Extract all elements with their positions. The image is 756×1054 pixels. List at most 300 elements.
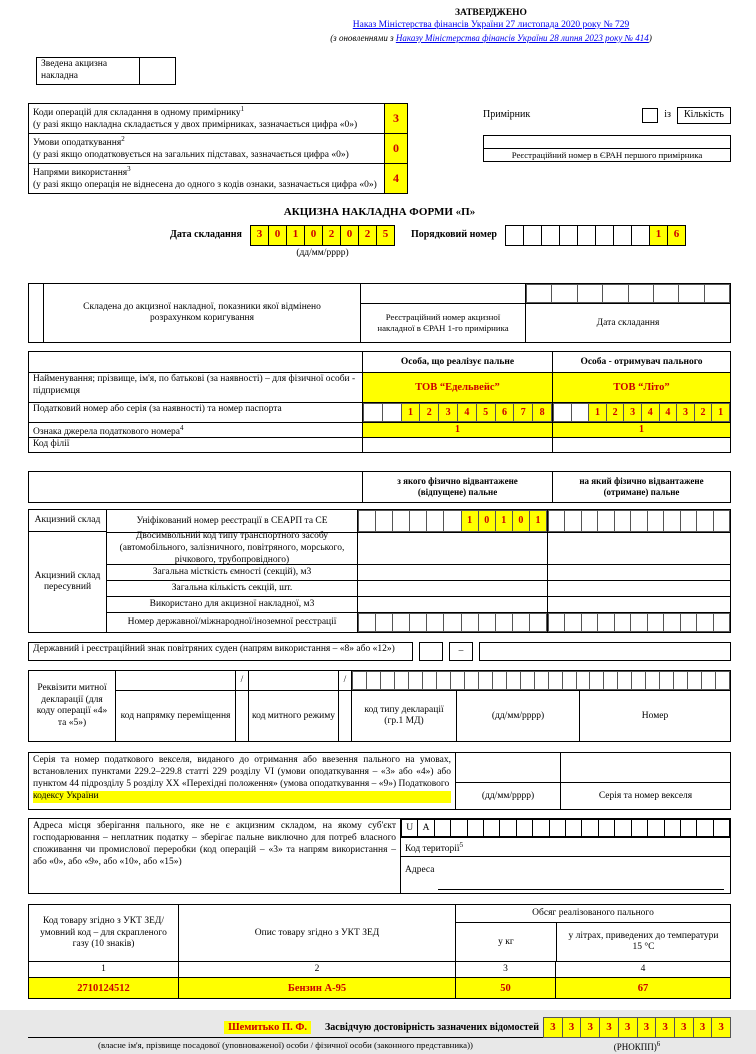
correction-table xyxy=(28,283,731,343)
rnokpp-label-text: (РНОКПП) xyxy=(613,1042,657,1053)
empty-cell[interactable] xyxy=(478,613,496,632)
empty-cell[interactable] xyxy=(647,510,664,532)
empty-cell[interactable] xyxy=(565,819,582,837)
code-operations-value[interactable]: 3 xyxy=(384,104,407,133)
used-label: Використано для акцизної накладної, м3 xyxy=(149,599,315,609)
empty-cell[interactable] xyxy=(680,510,697,532)
tax-bill-text-highlight: кодексу України xyxy=(33,791,451,803)
consolidated-invoice-field[interactable] xyxy=(139,58,175,84)
tax-bill-series-field[interactable] xyxy=(561,753,730,783)
empty-cell[interactable] xyxy=(548,510,565,532)
empty-cell[interactable] xyxy=(713,613,730,632)
footnote-5: 5 xyxy=(459,841,464,850)
certify-statement: Засвідчую достовірність зазначених відомостей xyxy=(325,1021,539,1033)
digit-cell[interactable]: 0 xyxy=(340,225,359,246)
eran-reg-number-label: Реєстраційний номер в ЄРАН першого примірника xyxy=(511,149,703,160)
customs-type-label: код типу декларації (гр.1 МД) xyxy=(352,691,457,741)
digit-cell[interactable]: 1 xyxy=(649,225,668,246)
empty-cell[interactable] xyxy=(375,613,393,632)
warehouse-header-empty xyxy=(29,472,362,502)
empty-cell[interactable] xyxy=(603,671,618,690)
code-usage-text: Напрями використання xyxy=(33,168,128,179)
empty-cell[interactable] xyxy=(426,510,444,532)
persons-tax-row xyxy=(29,402,730,422)
consolidated-invoice-box xyxy=(36,57,176,85)
code-usage-note: (у разі якщо операція не віднесена до одного з кодів ознаки, зазначається цифра «0») xyxy=(33,179,377,190)
digit-cell[interactable]: 3 xyxy=(599,1017,619,1038)
digit-cell[interactable]: 1 xyxy=(495,510,513,532)
empty-cell[interactable] xyxy=(647,819,664,837)
empty-cell[interactable] xyxy=(363,403,383,422)
column-number-4: 4 xyxy=(555,962,730,977)
empty-cell[interactable] xyxy=(434,819,451,837)
empty-cell[interactable] xyxy=(614,510,631,532)
vehicle-type-label: Двосимвольний код типу транспортного засобу (автомобільного, залізничного, повітряного, морського, річкового, трубопровідного) xyxy=(119,531,345,565)
digit-cell[interactable]: 5 xyxy=(376,225,395,246)
customs-date-label: (дд/мм/рррр) xyxy=(457,691,580,741)
branch-row-label: Код філії xyxy=(33,439,70,450)
seller-name-field[interactable]: ТОВ “Едельвейс” xyxy=(362,373,552,402)
code-taxation-text: Умови оподаткування xyxy=(33,138,122,149)
name-row-label: Найменування; прізвище, ім'я, по батькові (за наявності) – для фізичної особи - підприємця xyxy=(33,374,356,397)
digit-cell[interactable]: 3 xyxy=(676,403,695,422)
empty-cell[interactable] xyxy=(450,671,465,690)
empty-cell[interactable] xyxy=(564,510,581,532)
order-2020-link[interactable]: Наказ Міністерства фінансів України 27 листопада 2020 року № 729 xyxy=(352,19,630,30)
empty-cell[interactable] xyxy=(436,671,451,690)
empty-cell[interactable] xyxy=(595,225,614,246)
rnokpp-cells xyxy=(543,1017,731,1038)
tax-bill-series-column xyxy=(561,753,730,809)
empty-cell[interactable] xyxy=(478,671,493,690)
digit-cell[interactable]: 0 xyxy=(478,510,496,532)
seller-tax-cells-wrap xyxy=(362,403,552,422)
digit-cell[interactable]: 0 xyxy=(268,225,287,246)
digit-cell[interactable]: 3 xyxy=(623,403,642,422)
product-volume-header-group xyxy=(455,905,730,961)
digit-cell[interactable]: 3 xyxy=(562,1017,582,1038)
seller-header: Особа, що реалізує пальне xyxy=(362,352,552,372)
correction-date-label: Дата складання xyxy=(596,317,660,328)
product-table xyxy=(28,904,731,999)
empty-cell[interactable] xyxy=(571,403,590,422)
customs-number-label: Номер xyxy=(641,710,669,721)
digit-cell[interactable]: 3 xyxy=(693,1017,713,1038)
tax-bill-text xyxy=(29,753,456,809)
empty-cell[interactable] xyxy=(659,671,674,690)
digit-cell[interactable]: 3 xyxy=(250,225,269,246)
empty-cell[interactable] xyxy=(630,510,647,532)
empty-cell[interactable] xyxy=(577,225,596,246)
customs-slash-col-2 xyxy=(339,691,352,741)
empty-cell[interactable] xyxy=(559,225,578,246)
empty-cell[interactable] xyxy=(647,613,664,632)
codes-row xyxy=(28,103,731,194)
empty-cell[interactable] xyxy=(464,671,479,690)
code-operations-label xyxy=(29,104,384,133)
digit-cell[interactable]: U xyxy=(401,819,418,837)
date-format-hint: (дд/мм/рррр) xyxy=(296,247,349,258)
address-label: Адреса xyxy=(405,865,435,876)
empty-cell[interactable] xyxy=(631,819,648,837)
digit-cell[interactable]: 2 xyxy=(606,403,625,422)
empty-cell[interactable] xyxy=(529,613,547,632)
empty-cell[interactable] xyxy=(564,613,581,632)
aircraft-code-field[interactable] xyxy=(419,642,443,661)
tax-bill-section xyxy=(28,752,731,810)
storage-address-right xyxy=(401,819,730,893)
empty-cell[interactable] xyxy=(680,613,697,632)
signature-row xyxy=(28,1017,731,1038)
empty-cell[interactable] xyxy=(467,819,484,837)
empty-cell[interactable] xyxy=(581,613,598,632)
registration-to-cells xyxy=(548,613,730,632)
column-number-2: 2 xyxy=(178,962,455,977)
digit-cell[interactable]: 5 xyxy=(476,403,496,422)
capacity-row xyxy=(107,564,730,580)
product-code-value[interactable]: 2710124512 xyxy=(29,978,178,998)
product-description-header: Опис товару згідно з УКТ ЗЕД xyxy=(178,905,455,961)
date-label: Дата складання xyxy=(170,228,242,240)
empty-cell[interactable] xyxy=(628,284,654,303)
empty-cell[interactable] xyxy=(392,613,410,632)
customs-move-label: код напрямку переміщення xyxy=(116,691,236,741)
empty-cell[interactable] xyxy=(523,225,542,246)
empty-cell[interactable] xyxy=(630,613,647,632)
approved-order-line xyxy=(251,20,731,32)
product-kg-value[interactable]: 50 xyxy=(455,978,555,998)
empty-cell[interactable] xyxy=(520,671,535,690)
empty-cell[interactable] xyxy=(358,613,376,632)
customs-main xyxy=(116,671,730,741)
digit-cell[interactable]: 4 xyxy=(641,403,660,422)
aircraft-number-field[interactable] xyxy=(479,642,731,661)
correction-reg-label: Реєстраційний номер акцизної накладної в ЄРАН 1-го примірника xyxy=(361,304,526,342)
empty-cell[interactable] xyxy=(516,819,533,837)
digit-cell[interactable]: 1 xyxy=(711,403,730,422)
digit-cell[interactable]: 4 xyxy=(457,403,477,422)
digit-cell[interactable]: 3 xyxy=(580,1017,600,1038)
customs-regime-field[interactable] xyxy=(249,671,339,690)
signatory-name-note: (власне ім'я, прізвище посадової (уповноваженої) особи / фізичної особи (законного представника)) xyxy=(98,1040,473,1051)
digit-cell[interactable]: 8 xyxy=(532,403,552,422)
empty-cell[interactable] xyxy=(631,225,650,246)
code-row-operations xyxy=(29,104,407,133)
used-to-field[interactable] xyxy=(547,597,730,612)
footnote-2: 2 xyxy=(121,135,125,143)
persons-header-empty xyxy=(29,352,362,372)
consolidated-invoice-label: Зведена акцизна накладна xyxy=(41,59,108,81)
receiver-header: Особа - отримувач пального xyxy=(552,352,730,372)
empty-cell[interactable] xyxy=(562,671,577,690)
searp-row xyxy=(107,510,730,532)
warehouse-to-header: на який фізично відвантажене (отримане) пальне xyxy=(552,472,730,502)
empty-cell[interactable] xyxy=(534,671,549,690)
digit-cell[interactable]: 2 xyxy=(694,403,713,422)
empty-cell[interactable] xyxy=(597,510,614,532)
digit-cell[interactable]: 6 xyxy=(667,225,686,246)
capacity-from-field[interactable] xyxy=(357,565,547,580)
registration-number-label: Номер державної/міжнародної/іноземної реєстрації xyxy=(127,617,337,627)
receiver-name-field[interactable]: ТОВ “Літо” xyxy=(552,373,730,402)
empty-cell[interactable] xyxy=(663,510,680,532)
digit-cell[interactable]: 3 xyxy=(637,1017,657,1038)
empty-cell[interactable] xyxy=(653,284,679,303)
digit-cell[interactable]: 1 xyxy=(529,510,547,532)
searp-to-cells xyxy=(548,510,730,532)
capacity-to-field[interactable] xyxy=(547,565,730,580)
correction-input-row xyxy=(361,284,730,304)
empty-cell[interactable] xyxy=(548,613,565,632)
correction-reg-field[interactable] xyxy=(361,284,526,303)
territory-code-label xyxy=(401,838,730,857)
copy-of-label: із xyxy=(664,109,671,120)
persons-name-row xyxy=(29,372,730,402)
empty-cell[interactable] xyxy=(394,671,409,690)
receiver-source-field[interactable]: 1 xyxy=(552,423,730,437)
empty-cell[interactable] xyxy=(664,819,681,837)
empty-cell[interactable] xyxy=(581,819,598,837)
empty-cell[interactable] xyxy=(532,819,549,837)
empty-cell[interactable] xyxy=(614,819,631,837)
approved-amendment-line xyxy=(251,33,731,44)
code-taxation-label xyxy=(29,134,384,163)
empty-cell[interactable] xyxy=(505,225,524,246)
digit-cell[interactable]: 3 xyxy=(438,403,458,422)
digit-cell[interactable]: 3 xyxy=(711,1017,731,1038)
empty-cell[interactable] xyxy=(548,671,563,690)
excise-warehouse-label: Акцизний склад xyxy=(29,510,106,532)
empty-cell[interactable] xyxy=(408,671,423,690)
empty-cell[interactable] xyxy=(645,671,660,690)
address-input-line[interactable] xyxy=(438,865,724,890)
digit-cell[interactable]: 2 xyxy=(419,403,439,422)
sections-from-field[interactable] xyxy=(357,581,547,596)
customs-declaration-table xyxy=(28,670,731,742)
empty-cell[interactable] xyxy=(382,403,402,422)
empty-cell[interactable] xyxy=(576,671,591,690)
digit-cell[interactable]: 7 xyxy=(513,403,533,422)
eran-reg-number-box xyxy=(483,135,731,163)
receiver-branch-field[interactable] xyxy=(552,438,730,452)
footnote-3: 3 xyxy=(127,164,131,173)
sections-label: Загальна кількість секцій, шт. xyxy=(171,583,293,593)
searp-from-cells xyxy=(358,510,547,532)
product-volume-subheaders xyxy=(456,923,730,961)
capacity-label: Загальна місткість ємності (секцій), м3 xyxy=(152,567,312,577)
customs-slash-1: / xyxy=(236,671,249,690)
empty-cell[interactable] xyxy=(713,819,730,837)
code-usage-label xyxy=(29,164,384,193)
empty-cell[interactable] xyxy=(715,671,730,690)
tax-bill-date-column xyxy=(456,753,561,809)
empty-cell[interactable] xyxy=(701,671,716,690)
empty-cell[interactable] xyxy=(553,403,572,422)
empty-cell[interactable] xyxy=(526,284,552,303)
empty-cell[interactable] xyxy=(704,284,730,303)
product-liters-value[interactable]: 67 xyxy=(555,978,730,998)
tax-bill-date-field[interactable] xyxy=(456,753,560,783)
warehouse-rows xyxy=(107,510,730,632)
product-volume-header: Обсяг реалізованого пального xyxy=(456,905,730,923)
empty-cell[interactable] xyxy=(696,613,713,632)
used-from-field[interactable] xyxy=(357,597,547,612)
product-code-header: Код товару згідно з УКТ ЗЕД/ умовний код – для скрапленого газу (10 знаків) xyxy=(40,915,167,950)
persons-source-row xyxy=(29,422,730,437)
signature-line-area xyxy=(28,1021,543,1038)
digit-cell[interactable]: 3 xyxy=(655,1017,675,1038)
date-serial-row xyxy=(170,225,731,260)
digit-cell[interactable]: 1 xyxy=(588,403,607,422)
date-cells xyxy=(250,225,395,246)
product-description-value[interactable]: Бензин А-95 xyxy=(178,978,455,998)
empty-cell[interactable] xyxy=(589,671,604,690)
customs-input-row xyxy=(116,671,730,691)
copy-quantity-box[interactable]: Кількість xyxy=(677,107,731,124)
empty-cell[interactable] xyxy=(499,819,516,837)
empty-cell[interactable] xyxy=(696,510,713,532)
code-row-usage xyxy=(29,163,407,193)
digit-cell[interactable]: 2 xyxy=(322,225,341,246)
empty-cell[interactable] xyxy=(541,225,560,246)
empty-cell[interactable] xyxy=(495,613,513,632)
registration-number-row xyxy=(107,612,730,632)
digit-cell[interactable]: 3 xyxy=(674,1017,694,1038)
copy-number-field[interactable] xyxy=(642,108,658,123)
digit-cell[interactable]: 0 xyxy=(512,510,530,532)
empty-cell[interactable] xyxy=(549,819,566,837)
empty-cell[interactable] xyxy=(577,284,603,303)
empty-cell[interactable] xyxy=(492,671,507,690)
storage-address-section xyxy=(28,818,731,894)
empty-cell[interactable] xyxy=(409,510,427,532)
empty-cell[interactable] xyxy=(512,613,530,632)
copy-block xyxy=(483,103,731,194)
signature-section xyxy=(28,1017,731,1053)
empty-cell[interactable] xyxy=(461,613,479,632)
empty-cell[interactable] xyxy=(581,510,598,532)
empty-cell[interactable] xyxy=(392,510,410,532)
serial-field-group xyxy=(505,225,686,246)
digit-cell[interactable]: 3 xyxy=(618,1017,638,1038)
aircraft-label: Державний і реєстраційний знак повітряних суден (напрям використання – «8» або «12») xyxy=(28,642,413,661)
footnote-1: 1 xyxy=(240,105,245,113)
warehouse-table xyxy=(28,509,731,633)
empty-cell[interactable] xyxy=(450,819,467,837)
order-2023-link[interactable]: Наказу Міністерства фінансів України 28 липня 2023 року № 414 xyxy=(395,32,649,43)
empty-cell[interactable] xyxy=(443,613,461,632)
tax-bill-series-label: Серія та номер векселя xyxy=(598,790,693,801)
empty-cell[interactable] xyxy=(358,510,376,532)
empty-cell[interactable] xyxy=(713,510,730,532)
tax-bill-date-label: (дд/мм/рррр) xyxy=(481,790,535,801)
seller-source-field[interactable]: 1 xyxy=(362,423,552,437)
rnokpp-note xyxy=(543,1040,731,1053)
customs-slash-2: / xyxy=(339,671,352,690)
empty-cell[interactable] xyxy=(598,819,615,837)
empty-cell[interactable] xyxy=(375,510,393,532)
signatory-name[interactable]: Шемитько П. Ф. xyxy=(224,1021,311,1034)
empty-cell[interactable] xyxy=(422,671,437,690)
approved-title: ЗАТВЕРДЖЕНО xyxy=(455,8,527,18)
correction-checkbox[interactable] xyxy=(29,284,44,342)
empty-cell[interactable] xyxy=(673,671,688,690)
customs-move-field[interactable] xyxy=(116,671,236,690)
correction-label: Складена до акцизної накладної, показники якої відмінено розрахунком коригування xyxy=(44,284,361,342)
searp-label: Уніфікований номер реєстрації в СЕАРП та СЕ xyxy=(136,515,328,526)
empty-cell[interactable] xyxy=(678,284,704,303)
empty-cell[interactable] xyxy=(506,671,521,690)
digit-cell[interactable]: 0 xyxy=(304,225,323,246)
registration-from-cells xyxy=(358,613,547,632)
empty-cell[interactable] xyxy=(680,819,697,837)
digit-cell[interactable]: 3 xyxy=(543,1017,563,1038)
digit-cell[interactable]: 1 xyxy=(461,510,479,532)
empty-cell[interactable] xyxy=(613,225,632,246)
code-usage-value[interactable]: 4 xyxy=(384,164,407,193)
empty-cell[interactable] xyxy=(687,671,702,690)
empty-cell[interactable] xyxy=(352,671,367,690)
column-number-3: 3 xyxy=(455,962,555,977)
empty-cell[interactable] xyxy=(551,284,577,303)
empty-cell[interactable] xyxy=(614,613,631,632)
customs-label: Реквізити митної декларації (для коду операції «4» та «5») xyxy=(29,671,116,741)
empty-cell[interactable] xyxy=(631,671,646,690)
digit-cell[interactable]: A xyxy=(417,819,434,837)
empty-cell[interactable] xyxy=(409,613,427,632)
digit-cell[interactable]: 4 xyxy=(659,403,678,422)
aircraft-dash-cell[interactable]: – xyxy=(449,642,473,661)
amendment-suffix: ) xyxy=(648,32,652,43)
code-row-taxation xyxy=(29,133,407,163)
code-taxation-value[interactable]: 0 xyxy=(384,134,407,163)
vehicle-type-row xyxy=(107,532,730,564)
empty-cell[interactable] xyxy=(483,819,500,837)
address-line xyxy=(401,857,730,893)
code-operations-text: Коди операцій для складання в одному примірнику xyxy=(33,108,241,119)
column-number-1: 1 xyxy=(101,964,106,974)
digit-cell[interactable]: 1 xyxy=(286,225,305,246)
empty-cell[interactable] xyxy=(380,671,395,690)
mobile-warehouse-label: Акцизний склад пересувний xyxy=(34,570,101,593)
empty-cell[interactable] xyxy=(617,671,632,690)
vehicle-type-to-field[interactable] xyxy=(547,533,730,564)
copy-number-row xyxy=(483,107,731,124)
footnote-6: 6 xyxy=(656,1040,661,1049)
searp-from-wrap xyxy=(357,510,547,532)
empty-cell[interactable] xyxy=(426,613,444,632)
amendment-prefix: (з оновленнями з xyxy=(330,32,396,43)
empty-cell[interactable] xyxy=(597,613,614,632)
digit-cell[interactable]: 2 xyxy=(358,225,377,246)
territory-code-cells xyxy=(401,819,730,838)
storage-address-text: Адреса місця зберігання пального, яке не є акцизним складом, на якому суб'єкт господарювання – неплатник податку – зберігає пальне виключно для потреб власного споживання чи промислової переробки (код операцій – «3» та напрям використання – або «0», або «9», або «10», або «15») xyxy=(29,819,401,893)
empty-cell[interactable] xyxy=(602,284,628,303)
empty-cell[interactable] xyxy=(443,510,461,532)
seller-branch-field[interactable] xyxy=(362,438,552,452)
empty-cell[interactable] xyxy=(696,819,713,837)
sections-to-field[interactable] xyxy=(547,581,730,596)
eran-reg-number-field[interactable] xyxy=(484,136,730,149)
digit-cell[interactable]: 1 xyxy=(401,403,421,422)
correction-date-cells xyxy=(526,284,730,303)
correction-label-row xyxy=(361,304,730,342)
digit-cell[interactable]: 6 xyxy=(495,403,515,422)
empty-cell[interactable] xyxy=(663,613,680,632)
code-operations-note: (у разі якщо накладна складається у двох примірниках, зазначається цифра «0») xyxy=(33,120,358,131)
empty-cell[interactable] xyxy=(366,671,381,690)
vehicle-type-from-field[interactable] xyxy=(357,533,547,564)
